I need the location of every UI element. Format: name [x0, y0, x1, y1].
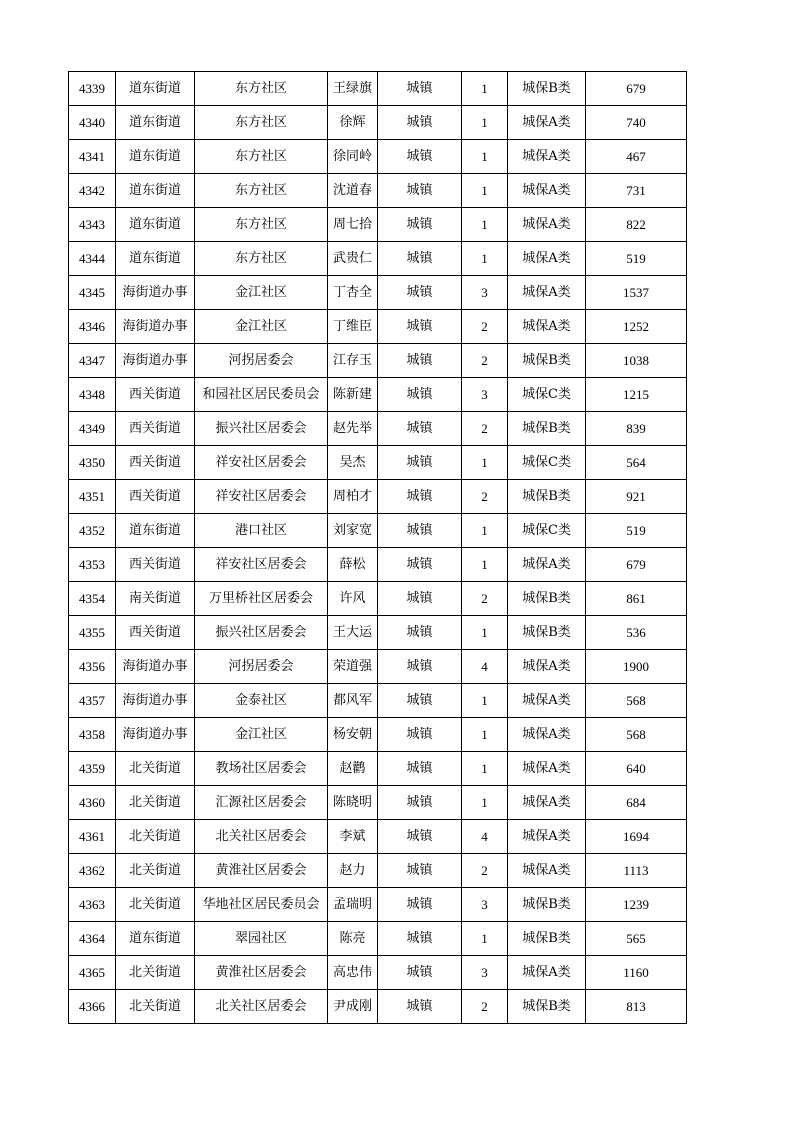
household-count-cell: 1 — [462, 616, 508, 650]
household-count-cell: 1 — [462, 174, 508, 208]
area-type-cell: 城镇 — [378, 412, 462, 446]
community-cell: 北关社区居委会 — [195, 820, 328, 854]
insurance-type-cell: 城保A类 — [508, 752, 586, 786]
table-row — [69, 718, 687, 752]
amount-cell: 731 — [586, 174, 687, 208]
insurance-type-cell: 城保C类 — [508, 514, 586, 548]
street-cell: 海街道办事 — [116, 650, 195, 684]
community-cell: 振兴社区居委会 — [195, 412, 328, 446]
table-row — [69, 684, 687, 718]
amount-cell: 839 — [586, 412, 687, 446]
insurance-type-cell: 城保A类 — [508, 786, 586, 820]
community-cell: 东方社区 — [195, 208, 328, 242]
table-row — [69, 310, 687, 344]
serial-cell: 4348 — [69, 378, 116, 412]
household-count-cell: 2 — [462, 344, 508, 378]
community-cell: 河拐居委会 — [195, 344, 328, 378]
area-type-cell: 城镇 — [378, 616, 462, 650]
insurance-type-cell: 城保A类 — [508, 174, 586, 208]
street-cell: 西关街道 — [116, 446, 195, 480]
household-count-cell: 1 — [462, 922, 508, 956]
table-row — [69, 582, 687, 616]
table-row — [69, 786, 687, 820]
serial-cell: 4363 — [69, 888, 116, 922]
table-row — [69, 480, 687, 514]
name-cell: 陈亮 — [328, 922, 378, 956]
area-type-cell: 城镇 — [378, 956, 462, 990]
table-row — [69, 106, 687, 140]
insurance-type-cell: 城保B类 — [508, 922, 586, 956]
serial-cell: 4342 — [69, 174, 116, 208]
household-count-cell: 1 — [462, 548, 508, 582]
insurance-type-cell: 城保A类 — [508, 208, 586, 242]
community-cell: 振兴社区居委会 — [195, 616, 328, 650]
street-cell: 西关街道 — [116, 548, 195, 582]
household-count-cell: 2 — [462, 412, 508, 446]
serial-cell: 4350 — [69, 446, 116, 480]
insurance-type-cell: 城保A类 — [508, 854, 586, 888]
household-count-cell: 1 — [462, 242, 508, 276]
amount-cell: 1239 — [586, 888, 687, 922]
area-type-cell: 城镇 — [378, 854, 462, 888]
serial-cell: 4352 — [69, 514, 116, 548]
table-row — [69, 922, 687, 956]
community-cell: 河拐居委会 — [195, 650, 328, 684]
name-cell: 周柏才 — [328, 480, 378, 514]
insurance-type-cell: 城保A类 — [508, 956, 586, 990]
household-count-cell: 2 — [462, 310, 508, 344]
name-cell: 李斌 — [328, 820, 378, 854]
insurance-type-cell: 城保B类 — [508, 888, 586, 922]
serial-cell: 4357 — [69, 684, 116, 718]
name-cell: 王绿旗 — [328, 72, 378, 106]
insurance-type-cell: 城保A类 — [508, 684, 586, 718]
area-type-cell: 城镇 — [378, 888, 462, 922]
amount-cell: 1537 — [586, 276, 687, 310]
serial-cell: 4341 — [69, 140, 116, 174]
insurance-type-cell: 城保C类 — [508, 446, 586, 480]
name-cell: 王大运 — [328, 616, 378, 650]
amount-cell: 536 — [586, 616, 687, 650]
serial-cell: 4343 — [69, 208, 116, 242]
amount-cell: 740 — [586, 106, 687, 140]
area-type-cell: 城镇 — [378, 922, 462, 956]
household-count-cell: 3 — [462, 378, 508, 412]
household-count-cell: 2 — [462, 582, 508, 616]
name-cell: 陈晓明 — [328, 786, 378, 820]
insurance-type-cell: 城保B类 — [508, 616, 586, 650]
community-cell: 汇源社区居委会 — [195, 786, 328, 820]
street-cell: 西关街道 — [116, 480, 195, 514]
area-type-cell: 城镇 — [378, 990, 462, 1024]
table-row — [69, 446, 687, 480]
household-count-cell: 1 — [462, 752, 508, 786]
area-type-cell: 城镇 — [378, 582, 462, 616]
serial-cell: 4365 — [69, 956, 116, 990]
name-cell: 吴杰 — [328, 446, 378, 480]
street-cell: 海街道办事 — [116, 276, 195, 310]
street-cell: 西关街道 — [116, 412, 195, 446]
serial-cell: 4364 — [69, 922, 116, 956]
household-count-cell: 1 — [462, 446, 508, 480]
table-row — [69, 888, 687, 922]
area-type-cell: 城镇 — [378, 480, 462, 514]
name-cell: 徐同岭 — [328, 140, 378, 174]
household-count-cell: 1 — [462, 106, 508, 140]
name-cell: 尹成刚 — [328, 990, 378, 1024]
household-count-cell: 3 — [462, 956, 508, 990]
insurance-type-cell: 城保B类 — [508, 344, 586, 378]
area-type-cell: 城镇 — [378, 684, 462, 718]
area-type-cell: 城镇 — [378, 378, 462, 412]
insurance-type-cell: 城保A类 — [508, 650, 586, 684]
area-type-cell: 城镇 — [378, 174, 462, 208]
name-cell: 沈道春 — [328, 174, 378, 208]
area-type-cell: 城镇 — [378, 276, 462, 310]
amount-cell: 467 — [586, 140, 687, 174]
amount-cell: 813 — [586, 990, 687, 1024]
table-row — [69, 820, 687, 854]
name-cell: 薛松 — [328, 548, 378, 582]
area-type-cell: 城镇 — [378, 446, 462, 480]
community-cell: 北关社区居委会 — [195, 990, 328, 1024]
insurance-type-cell: 城保B类 — [508, 990, 586, 1024]
serial-cell: 4351 — [69, 480, 116, 514]
amount-cell: 565 — [586, 922, 687, 956]
insurance-type-cell: 城保B类 — [508, 582, 586, 616]
street-cell: 道东街道 — [116, 72, 195, 106]
name-cell: 陈新建 — [328, 378, 378, 412]
serial-cell: 4346 — [69, 310, 116, 344]
community-cell: 和园社区居民委员会 — [195, 378, 328, 412]
area-type-cell: 城镇 — [378, 820, 462, 854]
table-row — [69, 140, 687, 174]
community-cell: 祥安社区居委会 — [195, 446, 328, 480]
amount-cell: 640 — [586, 752, 687, 786]
amount-cell: 679 — [586, 548, 687, 582]
table-row — [69, 276, 687, 310]
name-cell: 杨安朝 — [328, 718, 378, 752]
serial-cell: 4359 — [69, 752, 116, 786]
table-row — [69, 378, 687, 412]
name-cell: 武贵仁 — [328, 242, 378, 276]
table-row — [69, 344, 687, 378]
area-type-cell: 城镇 — [378, 650, 462, 684]
street-cell: 西关街道 — [116, 378, 195, 412]
community-cell: 东方社区 — [195, 72, 328, 106]
household-count-cell: 2 — [462, 854, 508, 888]
area-type-cell: 城镇 — [378, 786, 462, 820]
area-type-cell: 城镇 — [378, 242, 462, 276]
table-row — [69, 72, 687, 106]
community-cell: 东方社区 — [195, 106, 328, 140]
amount-cell: 684 — [586, 786, 687, 820]
community-cell: 东方社区 — [195, 242, 328, 276]
table-row — [69, 990, 687, 1024]
amount-cell: 1694 — [586, 820, 687, 854]
serial-cell: 4366 — [69, 990, 116, 1024]
amount-cell: 568 — [586, 718, 687, 752]
serial-cell: 4344 — [69, 242, 116, 276]
name-cell: 丁维臣 — [328, 310, 378, 344]
roster-body — [69, 72, 687, 1024]
area-type-cell: 城镇 — [378, 106, 462, 140]
street-cell: 北关街道 — [116, 888, 195, 922]
household-count-cell: 1 — [462, 208, 508, 242]
area-type-cell: 城镇 — [378, 344, 462, 378]
roster-table — [68, 71, 687, 1024]
street-cell: 道东街道 — [116, 242, 195, 276]
street-cell: 道东街道 — [116, 174, 195, 208]
amount-cell: 1215 — [586, 378, 687, 412]
name-cell: 荣道强 — [328, 650, 378, 684]
serial-cell: 4356 — [69, 650, 116, 684]
street-cell: 海街道办事 — [116, 718, 195, 752]
name-cell: 赵力 — [328, 854, 378, 888]
community-cell: 祥安社区居委会 — [195, 480, 328, 514]
street-cell: 道东街道 — [116, 106, 195, 140]
serial-cell: 4339 — [69, 72, 116, 106]
insurance-type-cell: 城保A类 — [508, 140, 586, 174]
household-count-cell: 1 — [462, 684, 508, 718]
household-count-cell: 1 — [462, 514, 508, 548]
street-cell: 西关街道 — [116, 616, 195, 650]
street-cell: 道东街道 — [116, 922, 195, 956]
community-cell: 东方社区 — [195, 174, 328, 208]
community-cell: 黄淮社区居委会 — [195, 854, 328, 888]
serial-cell: 4340 — [69, 106, 116, 140]
street-cell: 海街道办事 — [116, 310, 195, 344]
serial-cell: 4349 — [69, 412, 116, 446]
street-cell: 道东街道 — [116, 140, 195, 174]
street-cell: 北关街道 — [116, 956, 195, 990]
community-cell: 祥安社区居委会 — [195, 548, 328, 582]
amount-cell: 564 — [586, 446, 687, 480]
community-cell: 黄淮社区居委会 — [195, 956, 328, 990]
household-count-cell: 1 — [462, 786, 508, 820]
household-count-cell: 2 — [462, 480, 508, 514]
insurance-type-cell: 城保A类 — [508, 820, 586, 854]
area-type-cell: 城镇 — [378, 718, 462, 752]
household-count-cell: 2 — [462, 990, 508, 1024]
name-cell: 徐辉 — [328, 106, 378, 140]
street-cell: 海街道办事 — [116, 684, 195, 718]
community-cell: 金江社区 — [195, 276, 328, 310]
amount-cell: 679 — [586, 72, 687, 106]
household-count-cell: 1 — [462, 72, 508, 106]
amount-cell: 519 — [586, 242, 687, 276]
serial-cell: 4355 — [69, 616, 116, 650]
insurance-type-cell: 城保A类 — [508, 276, 586, 310]
insurance-type-cell: 城保A类 — [508, 548, 586, 582]
area-type-cell: 城镇 — [378, 140, 462, 174]
amount-cell: 519 — [586, 514, 687, 548]
household-count-cell: 4 — [462, 820, 508, 854]
name-cell: 孟瑞明 — [328, 888, 378, 922]
community-cell: 金江社区 — [195, 310, 328, 344]
street-cell: 道东街道 — [116, 514, 195, 548]
name-cell: 周七拾 — [328, 208, 378, 242]
street-cell: 北关街道 — [116, 854, 195, 888]
area-type-cell: 城镇 — [378, 752, 462, 786]
community-cell: 东方社区 — [195, 140, 328, 174]
name-cell: 赵鹳 — [328, 752, 378, 786]
serial-cell: 4353 — [69, 548, 116, 582]
community-cell: 万里桥社区居委会 — [195, 582, 328, 616]
table-row — [69, 650, 687, 684]
street-cell: 北关街道 — [116, 990, 195, 1024]
household-count-cell: 3 — [462, 888, 508, 922]
name-cell: 都风军 — [328, 684, 378, 718]
table-row — [69, 548, 687, 582]
name-cell: 许风 — [328, 582, 378, 616]
serial-cell: 4362 — [69, 854, 116, 888]
area-type-cell: 城镇 — [378, 548, 462, 582]
community-cell: 教场社区居委会 — [195, 752, 328, 786]
serial-cell: 4361 — [69, 820, 116, 854]
street-cell: 北关街道 — [116, 786, 195, 820]
serial-cell: 4360 — [69, 786, 116, 820]
insurance-type-cell: 城保C类 — [508, 378, 586, 412]
table-row — [69, 174, 687, 208]
name-cell: 高忠伟 — [328, 956, 378, 990]
insurance-type-cell: 城保B类 — [508, 72, 586, 106]
household-count-cell: 3 — [462, 276, 508, 310]
amount-cell: 861 — [586, 582, 687, 616]
insurance-type-cell: 城保A类 — [508, 310, 586, 344]
street-cell: 北关街道 — [116, 820, 195, 854]
amount-cell: 1900 — [586, 650, 687, 684]
name-cell: 赵先举 — [328, 412, 378, 446]
street-cell: 南关街道 — [116, 582, 195, 616]
amount-cell: 1113 — [586, 854, 687, 888]
insurance-type-cell: 城保A类 — [508, 106, 586, 140]
street-cell: 海街道办事 — [116, 344, 195, 378]
area-type-cell: 城镇 — [378, 514, 462, 548]
amount-cell: 921 — [586, 480, 687, 514]
table-row — [69, 208, 687, 242]
table-row — [69, 616, 687, 650]
community-cell: 金江社区 — [195, 718, 328, 752]
serial-cell: 4347 — [69, 344, 116, 378]
name-cell: 江存玉 — [328, 344, 378, 378]
insurance-type-cell: 城保B类 — [508, 412, 586, 446]
community-cell: 港口社区 — [195, 514, 328, 548]
amount-cell: 1038 — [586, 344, 687, 378]
street-cell: 北关街道 — [116, 752, 195, 786]
household-count-cell: 1 — [462, 718, 508, 752]
community-cell: 华地社区居民委员会 — [195, 888, 328, 922]
street-cell: 道东街道 — [116, 208, 195, 242]
community-cell: 金泰社区 — [195, 684, 328, 718]
table-row — [69, 514, 687, 548]
insurance-type-cell: 城保A类 — [508, 718, 586, 752]
table-row — [69, 412, 687, 446]
insurance-type-cell: 城保B类 — [508, 480, 586, 514]
area-type-cell: 城镇 — [378, 72, 462, 106]
table-row — [69, 242, 687, 276]
community-cell: 翠园社区 — [195, 922, 328, 956]
household-count-cell: 1 — [462, 140, 508, 174]
serial-cell: 4358 — [69, 718, 116, 752]
amount-cell: 568 — [586, 684, 687, 718]
amount-cell: 1160 — [586, 956, 687, 990]
table-row — [69, 854, 687, 888]
serial-cell: 4354 — [69, 582, 116, 616]
table-row — [69, 956, 687, 990]
area-type-cell: 城镇 — [378, 310, 462, 344]
table-row — [69, 752, 687, 786]
insurance-type-cell: 城保A类 — [508, 242, 586, 276]
amount-cell: 1252 — [586, 310, 687, 344]
amount-cell: 822 — [586, 208, 687, 242]
area-type-cell: 城镇 — [378, 208, 462, 242]
name-cell: 丁杏全 — [328, 276, 378, 310]
household-count-cell: 4 — [462, 650, 508, 684]
serial-cell: 4345 — [69, 276, 116, 310]
name-cell: 刘家宽 — [328, 514, 378, 548]
